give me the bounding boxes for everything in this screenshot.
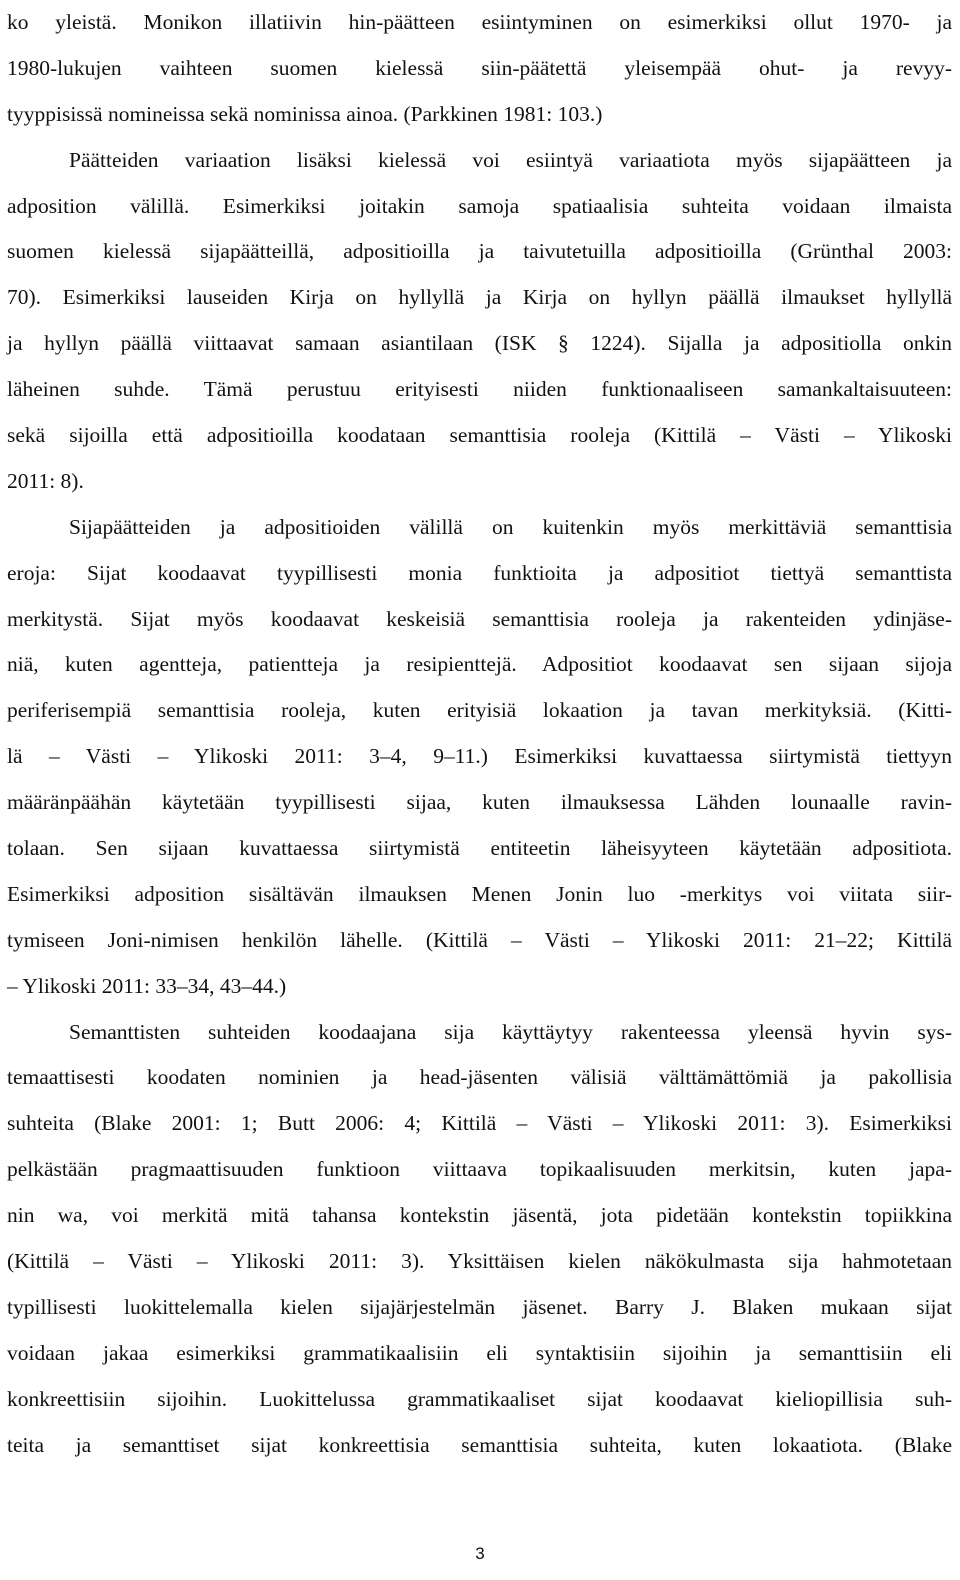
text-line: (Kittilä – Västi – Ylikoski 2011: 3). Yksittäisen kielen näkökulmasta sija hahmotetaan [7,1249,952,1274]
text-line: 1980-lukujen vaihteen suomen kielessä siin-päätettä yleisempää ohut- ja revyy- [7,55,952,80]
text-line: tyyppisissä nomineissa sekä nominissa ainoa. (Parkkinen 1981: 103.) [7,101,603,126]
text-line: merkitystä. Sijat myös koodaavat keskeisiä semanttisia rooleja ja rakenteiden ydinjäse- [7,606,952,631]
text-line: nin wa, voi merkitä mitä tahansa kontekstin jäsentä, jota pidetään kontekstin topiikkina [7,1203,952,1228]
text-line: Esimerkiksi adposition sisältävän ilmauksen Menen Jonin luo -merkitys voi viitata siir- [7,881,952,906]
text-line: sekä sijoilla että adpositioilla koodataan semanttisia rooleja (Kittilä – Västi – Ylikoski [7,423,952,448]
text-line: adposition välillä. Esimerkiksi joitakin samoja spatiaalisia suhteita voidaan ilmaista [7,193,952,218]
text-line: periferisempiä semanttisia rooleja, kuten erityisiä lokaation ja tavan merkityksiä. (Kitti- [7,698,952,723]
text-line: ko yleistä. Monikon illatiivin hin-päätteen esiintyminen on esimerkiksi ollut 1970- ja [7,10,952,34]
text-line: tolaan. Sen sijaan kuvattaessa siirtymistä entiteetin läheisyyteen käytetään adpositiota. [7,836,952,861]
text-line: tymiseen Joni-nimisen henkilön lähelle. (Kittilä – Västi – Ylikoski 2011: 21–22; Kittilä [7,927,952,952]
text-line: Sijapäätteiden ja adpositioiden välillä on kuitenkin myös merkittäviä semanttisia [69,514,952,539]
body-text [7,0,952,1469]
text-line: pelkästään pragmaattisuuden funktioon viittaava topikaalisuuden merkitsin, kuten japa- [7,1157,952,1182]
page-number: 3 [475,1544,485,1563]
text-line: niä, kuten agentteja, patientteja ja resipienttejä. Adpositiot koodaavat sen sijaan sijoja [7,652,952,677]
text-line: eroja: Sijat koodaavat tyypillisesti monia funktioita ja adpositiot tiettyä semanttista [7,560,952,585]
text-line: Semanttisten suhteiden koodaajana sija käyttäytyy rakenteessa yleensä hyvin sys- [69,1019,952,1044]
text-line: läheinen suhde. Tämä perustuu erityisesti niiden funktionaaliseen samankaltaisuuteen: [7,377,952,402]
text-line: temaattisesti koodaten nominien ja head-jäsenten välisiä välttämättömiä ja pakollisia [7,1065,952,1090]
text-line: ja hyllyn päällä viittaavat samaan asiantilaan (ISK § 1224). Sijalla ja adpositiolla onkin [7,331,952,356]
text-line: 2011: 8). [7,468,84,493]
text-line: – Ylikoski 2011: 33–34, 43–44.) [7,973,287,998]
text-line: 70). Esimerkiksi lauseiden Kirja on hyllyllä ja Kirja on hyllyn päällä ilmaukset hyllyllä [7,285,952,310]
text-line: voidaan jakaa esimerkiksi grammatikaalisiin eli syntaktisiin sijoihin ja semanttisiin eli [7,1340,952,1365]
text-line: lä – Västi – Ylikoski 2011: 3–4, 9–11.) Esimerkiksi kuvattaessa siirtymistä tiettyyn [7,744,952,769]
text-line: konkreettisiin sijoihin. Luokittelussa grammatikaaliset sijat koodaavat kieliopillisia suh- [7,1386,952,1411]
text-line: teita ja semanttiset sijat konkreettisia semanttisia suhteita, kuten lokaatiota. (Blake [7,1432,952,1457]
text-line: Päätteiden variaation lisäksi kielessä voi esiintyä variaatiota myös sijapäätteen ja [69,147,952,172]
text-line: määränpäähän käytetään tyypillisesti sijaa, kuten ilmauksessa Lähden lounaalle ravin- [7,790,952,815]
text-line: suomen kielessä sijapäätteillä, adpositioilla ja taivutetuilla adpositioilla (Grünthal 2003: [7,239,952,264]
text-line: suhteita (Blake 2001: 1; Butt 2006: 4; Kittilä – Västi – Ylikoski 2011: 3). Esimerkiksi [7,1111,952,1136]
text-line: typillisesti luokittelemalla kielen sijajärjestelmän jäsenet. Barry J. Blaken mukaan sijat [7,1294,952,1319]
